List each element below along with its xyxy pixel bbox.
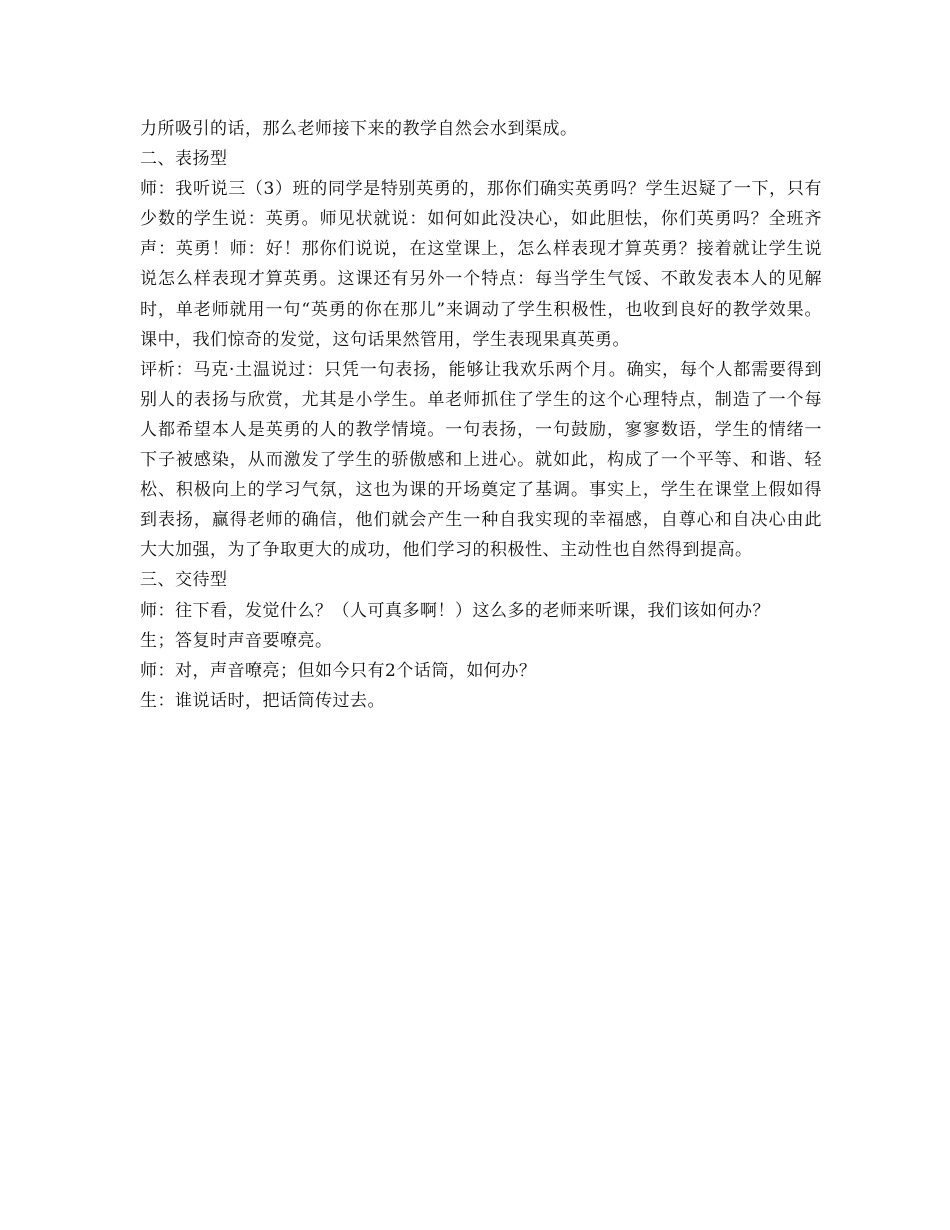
section-heading-praise: 二、表扬型 (140, 149, 228, 170)
paragraph-commentary: 评析：马克·土温说过：只凭一句表扬，能够让我欢乐两个月。确实，每个人都需要得到别人的表扬与欣赏，尤其是小学生。单老师抓住了学生的这个心理特点，制造了一个每人都希望本人是英勇的人的教学情境。一句表扬，一句鼓励，寥寥数语，学生的情绪一下子被感染，从而激发了学生的骄傲感和上进心。就如此，构成了一个平等、和谐、轻松、积极向上的学习气氛，这也为课的开场奠定了基调。事实上，学生在课堂上假如得到表扬，赢得老师的确信，他们就会产生一种自我实现的幸福感，自尊心和自决心由此大大加强，为了争取更大的成功，他们学习的积极性、主动性也自然得到提高。 (140, 359, 822, 561)
section-heading-instruction: 三、交待型 (140, 570, 228, 591)
dialogue-line-student-1: 生；答复时声音要嘹亮。 (140, 630, 333, 651)
document-body (140, 114, 822, 716)
paragraph-praise-dialogue: 师：我听说三（3）班的同学是特别英勇的，那你们确实英勇吗？学生迟疑了一下，只有少数的学生说：英勇。师见状就说：如何如此没决心，如此胆怯，你们英勇吗？全班齐声：英勇！师：好！那你们说说，在这堂课上，怎么样表现才算英勇？接着就让学生说说怎么样表现才算英勇。这课还有另外一个特点：每当学生气馁、不敢发表本人的见解时，单老师就用一句“英勇的你在那儿”来调动了学生积极性，也收到良好的教学效果。课中，我们惊奇的发觉，这句话果然管用，学生表现果真英勇。 (140, 179, 822, 350)
dialogue-line-student-2: 生：谁说话时，把话筒传过去。 (140, 690, 385, 711)
dialogue-line-teacher-1: 师：往下看，发觉什么？（人可真多啊！）这么多的老师来听课，我们该如何办？ (140, 600, 770, 621)
dialogue-line-teacher-2: 师：对，声音嘹亮；但如今只有2个话筒，如何办？ (140, 660, 537, 681)
paragraph-continuation: 力所吸引的话，那么老师接下来的教学自然会水到渠成。 (140, 119, 578, 139)
